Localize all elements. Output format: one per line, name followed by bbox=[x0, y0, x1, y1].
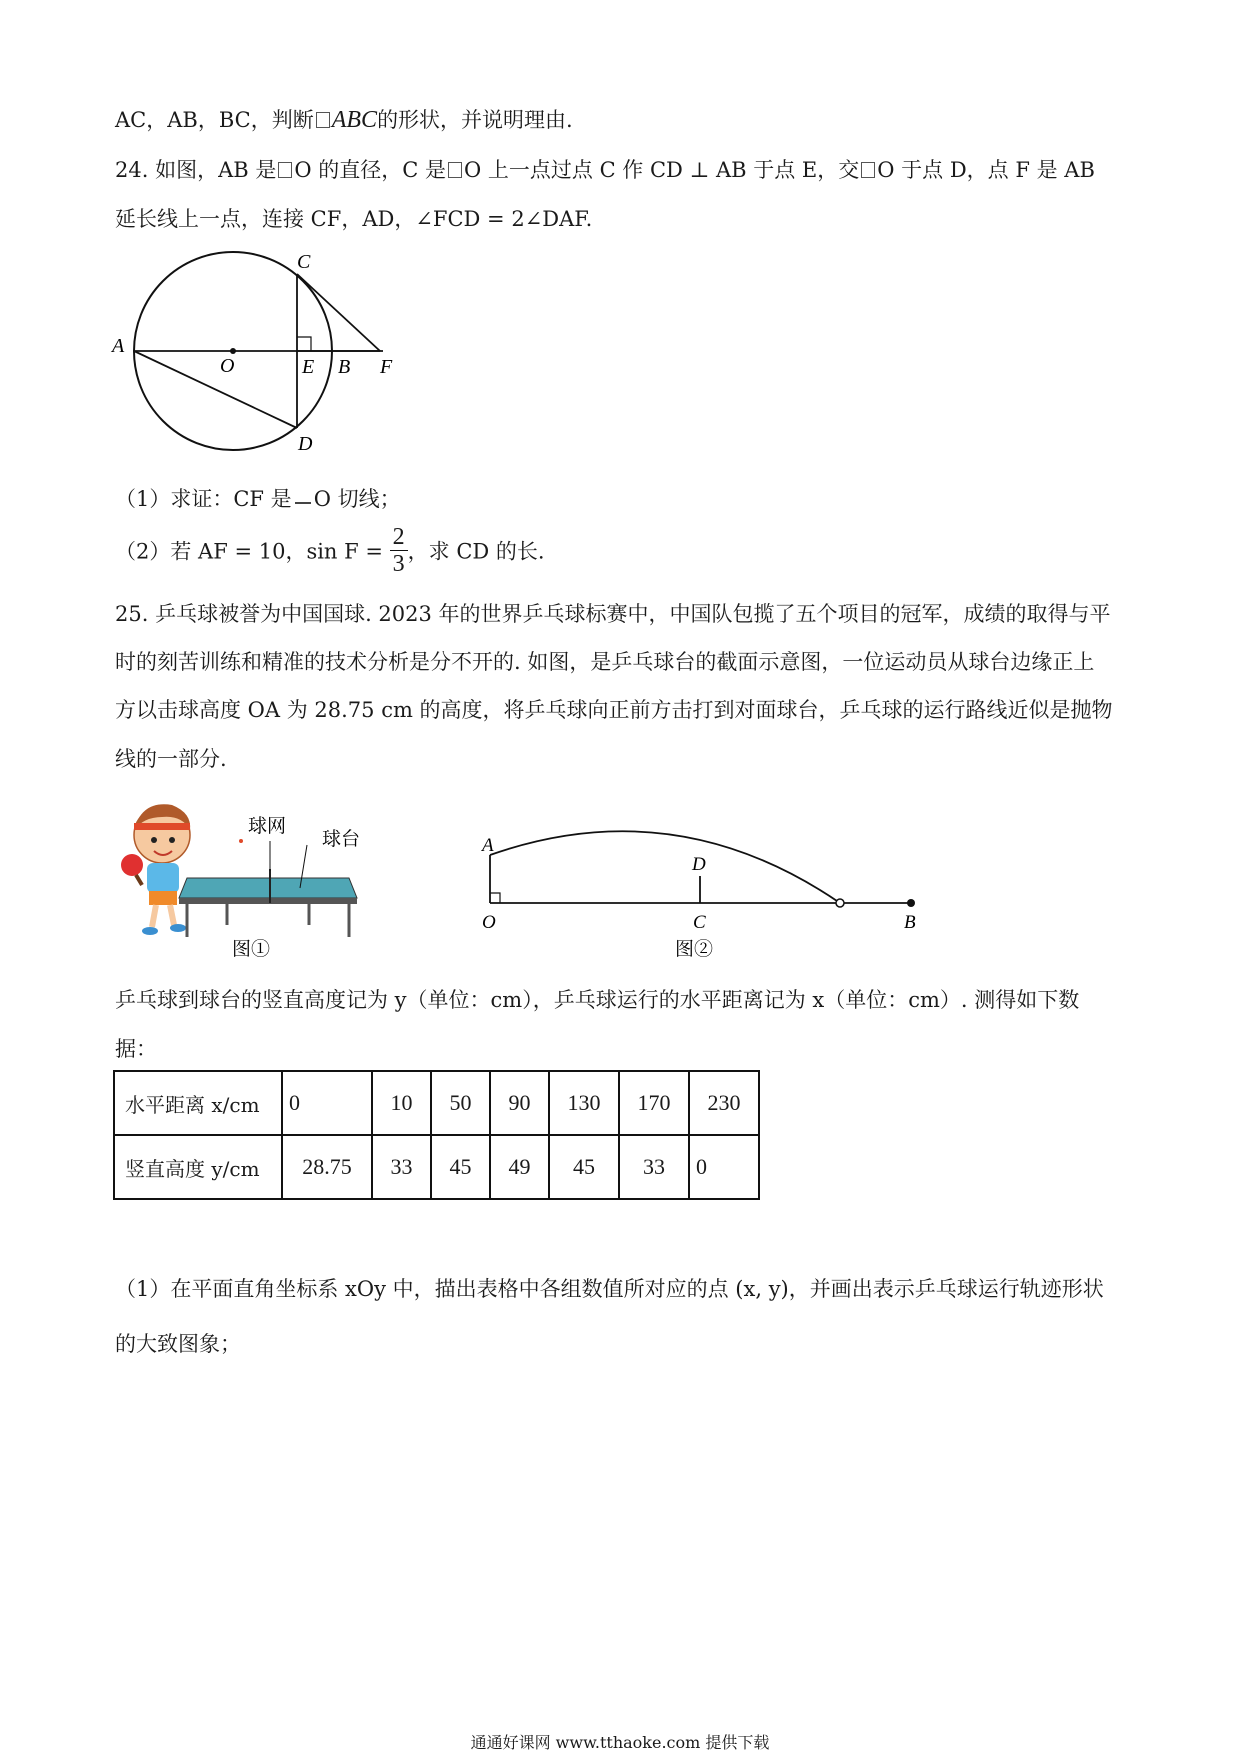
page-footer: 通通好课网 www.tthaoke.com 提供下载 bbox=[470, 1733, 770, 1752]
circle-symbol bbox=[861, 162, 875, 178]
q24-text-a: 24. 如图，AB 是 bbox=[115, 158, 277, 182]
q24-part2 bbox=[115, 524, 545, 577]
q25-p3: 方以击球高度 OA 为 28.75 cm 的高度，将乒乓球向正前方击打到对面球台，乒乓球的运行路线近似是抛物 bbox=[115, 698, 1113, 722]
circle-symbol bbox=[278, 162, 292, 178]
circle-symbol bbox=[295, 502, 311, 504]
paddle-icon bbox=[121, 854, 143, 876]
q24-part2-b: ，求 CD 的长. bbox=[407, 539, 545, 564]
table-cell: 33 bbox=[372, 1135, 431, 1199]
q24-part1 bbox=[115, 483, 401, 513]
net-label: 球网 bbox=[248, 816, 287, 837]
figure1-caption: 图① bbox=[232, 939, 271, 960]
q23-suffix: 的形状，并说明理由. bbox=[377, 108, 573, 132]
table-cell: 130 bbox=[549, 1071, 619, 1135]
table-top bbox=[179, 878, 357, 898]
table-cell: 28.75 bbox=[282, 1135, 372, 1199]
table-cell: 33 bbox=[619, 1135, 689, 1199]
ball-icon bbox=[239, 839, 243, 843]
q24-text-c: O 上一点过点 C 作 CD ⊥ AB 于点 E，交 bbox=[464, 158, 860, 182]
right-angle-mark bbox=[297, 337, 311, 351]
fig2-label-a: A bbox=[482, 835, 494, 856]
fig2-label-b: B bbox=[904, 912, 916, 933]
q24-line2: 延长线上一点，连接 CF，AD，∠FCD = 2∠DAF. bbox=[115, 207, 593, 231]
row2-header: 竖直高度 y/cm bbox=[114, 1135, 282, 1199]
fig2-label-c: C bbox=[693, 912, 706, 933]
label-a: A bbox=[112, 335, 125, 357]
q25-p5: 乒乓球到球台的竖直高度记为 y（单位：cm），乒乓球运行的水平距离记为 x（单位：cm）. 测得如下数 bbox=[115, 988, 1080, 1012]
circle-symbol bbox=[448, 162, 462, 178]
table-cell: 49 bbox=[490, 1135, 549, 1199]
q25-p2: 时的刻苦训练和精准的技术分析是分不开的. 如图，是乒乓球台的截面示意图，一位运动员从球台边缘正上 bbox=[115, 650, 1095, 674]
row1-header: 水平距离 x/cm bbox=[114, 1071, 282, 1135]
table-row bbox=[114, 1071, 759, 1135]
table-cell: 230 bbox=[689, 1071, 759, 1135]
table-cell: 90 bbox=[490, 1071, 549, 1135]
q25-part1-a: （1）在平面直角坐标系 xOy 中，描出表格中各组数值所对应的点 (x, y)，并画出表示乒乓球运行轨迹形状 bbox=[115, 1277, 1104, 1301]
fraction-two-thirds bbox=[390, 524, 408, 577]
label-c: C bbox=[297, 251, 311, 273]
q24-part2-a: （2）若 AF = 10，sin F = bbox=[115, 539, 383, 564]
q23-triangle: ABC bbox=[331, 107, 378, 133]
ball-trajectory bbox=[490, 831, 840, 903]
triangle-symbol bbox=[316, 112, 330, 128]
q24-text-d: O 于点 D，点 F 是 AB bbox=[877, 158, 1095, 182]
q25-p6: 据： bbox=[115, 1037, 157, 1061]
player-headband bbox=[134, 823, 190, 830]
q24-part1-a: （1）求证：CF 是 bbox=[115, 487, 292, 511]
table-cell: 10 bbox=[372, 1071, 431, 1135]
q25-part1-b: 的大致图象； bbox=[115, 1332, 241, 1356]
table-cell: 170 bbox=[619, 1071, 689, 1135]
player-shirt bbox=[147, 863, 179, 893]
label-d: D bbox=[298, 433, 313, 455]
q25-p1: 25. 乒乓球被誉为中国国球. 2023 年的世界乒乓球标赛中，中国队包揽了五个项目的冠军，成绩的取得与平 bbox=[115, 602, 1111, 626]
label-e: E bbox=[302, 356, 315, 378]
table-cell: 45 bbox=[431, 1135, 490, 1199]
table-row bbox=[114, 1135, 759, 1199]
fraction-numerator: 2 bbox=[390, 524, 408, 551]
label-f: F bbox=[380, 356, 393, 378]
line-cf bbox=[297, 274, 380, 351]
q23-tail-line bbox=[115, 104, 573, 134]
player-shorts bbox=[149, 891, 177, 905]
q24-part1-b: O 切线； bbox=[313, 487, 401, 511]
label-o: O bbox=[220, 355, 235, 377]
q25-figure-1 bbox=[112, 785, 412, 960]
data-table bbox=[113, 1070, 760, 1200]
q24-circle-figure bbox=[108, 250, 408, 460]
table-cell: 0 bbox=[689, 1135, 759, 1199]
fraction-denominator: 3 bbox=[392, 551, 405, 577]
figure2-caption: 图② bbox=[675, 939, 714, 960]
table-label: 球台 bbox=[322, 829, 361, 850]
table-cell: 50 bbox=[431, 1071, 490, 1135]
table-cell: 0 bbox=[282, 1071, 372, 1135]
q25-figure-2 bbox=[470, 810, 930, 965]
table-cell: 45 bbox=[549, 1135, 619, 1199]
fig2-label-d: D bbox=[692, 854, 706, 875]
fig2-label-o: O bbox=[482, 912, 496, 933]
label-b: B bbox=[338, 356, 351, 378]
right-angle-mark-o bbox=[490, 893, 500, 903]
point-b bbox=[907, 899, 915, 907]
center-point bbox=[230, 348, 236, 354]
q25-p4: 线的一部分. bbox=[115, 747, 227, 771]
q23-text: AC，AB，BC，判断 bbox=[115, 108, 314, 132]
landing-point bbox=[836, 899, 844, 907]
q24-line1 bbox=[115, 154, 1095, 184]
q24-text-b: O 的直径，C 是 bbox=[294, 158, 446, 182]
